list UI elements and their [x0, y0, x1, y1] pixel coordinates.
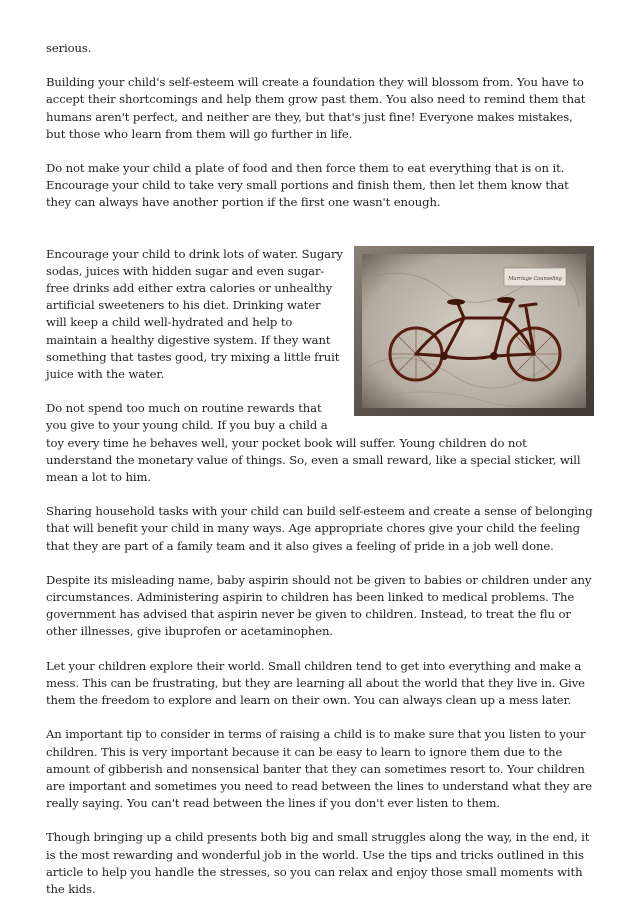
article-body — [46, 40, 594, 898]
paragraph-rewards: Do not spend too much on routine rewards that you give to your young child. If you buy a child a toy every time he behaves well, your pocket book will suffer. Young children do not understand the monetary value of things. So, even a small reward, like a special sticker, will mean a lot to him. — [46, 401, 581, 485]
tandem-bicycle-photo — [354, 246, 594, 416]
paragraph-aspirin: Despite its misleading name, baby aspirin should not be given to babies or children under any circumstances. Administering aspirin to children has been linked to medical problems. The government has advised that aspirin never be given to children. Instead, to treat the flu or other illnesses, give ibuprofen or acetaminophen. — [46, 572, 592, 639]
paragraph-water: Encourage your child to drink lots of water. Sugary sodas, juices with hidden sugar and even sugar-free drinks add either extra calories or unhealthy artificial sweeteners to his diet. Drinking water will keep a child well-hydrated and help to maintain a healthy digestive system. If they want something that tastes good, try mixing a little fruit juice with the water. — [46, 246, 343, 382]
spacer — [46, 229, 594, 246]
tandem-bicycle-icon — [354, 246, 594, 416]
paragraph-listen: An important tip to consider in terms of raising a child is to make sure that you listen to your children. This is very important because it can be easy to learn to ignore them due to the amount of gibberish and nonsensical banter that they can sometimes resort to. Your children are important and sometimes you need to read between the lines to understand what they are really saying. You can't read between the lines if you don't ever listen to them. — [46, 727, 593, 811]
paragraph-self-esteem: Building your child's self-esteem will create a foundation they will blossom from. You have to accept their shortcomings and help them grow past them. You also need to remind them that humans aren't perfect, and neither are they, but that's just fine! Everyone makes mistakes, but those who learn from them will go further in life. — [46, 75, 586, 141]
paragraph-serious: serious. — [46, 41, 92, 55]
paragraph-food-portions: Do not make your child a plate of food and then force them to eat everything that is on it. Encourage your child to take very small portions and finish them, then let them know that they can always have another portion if the first one wasn't enough. — [46, 161, 569, 210]
paragraph-explore: Let your children explore their world. Small children tend to get into everything and make a mess. This can be frustrating, but they are learning all about the world that they live in. Give them the freedom to explore and learn on their own. You can always clean up a mess later. — [46, 658, 585, 708]
photo-label: Marriage Counseling — [508, 275, 562, 282]
paragraph-household-tasks: Sharing household tasks with your child can build self-esteem and create a sense of belonging that will benefit your child in many ways. Age appropriate chores give your child the feeling that they are part of a family team and it also gives a feeling of pride in a job well done. — [46, 504, 593, 553]
paragraph-conclusion: Though bringing up a child presents both big and small struggles along the way, in the end, it is the most rewarding and wonderful job in the world. Use the tips and tricks outlined in this article to help you handle the stresses, so you can relax and enjoy those small moments with the kids. — [46, 830, 590, 896]
